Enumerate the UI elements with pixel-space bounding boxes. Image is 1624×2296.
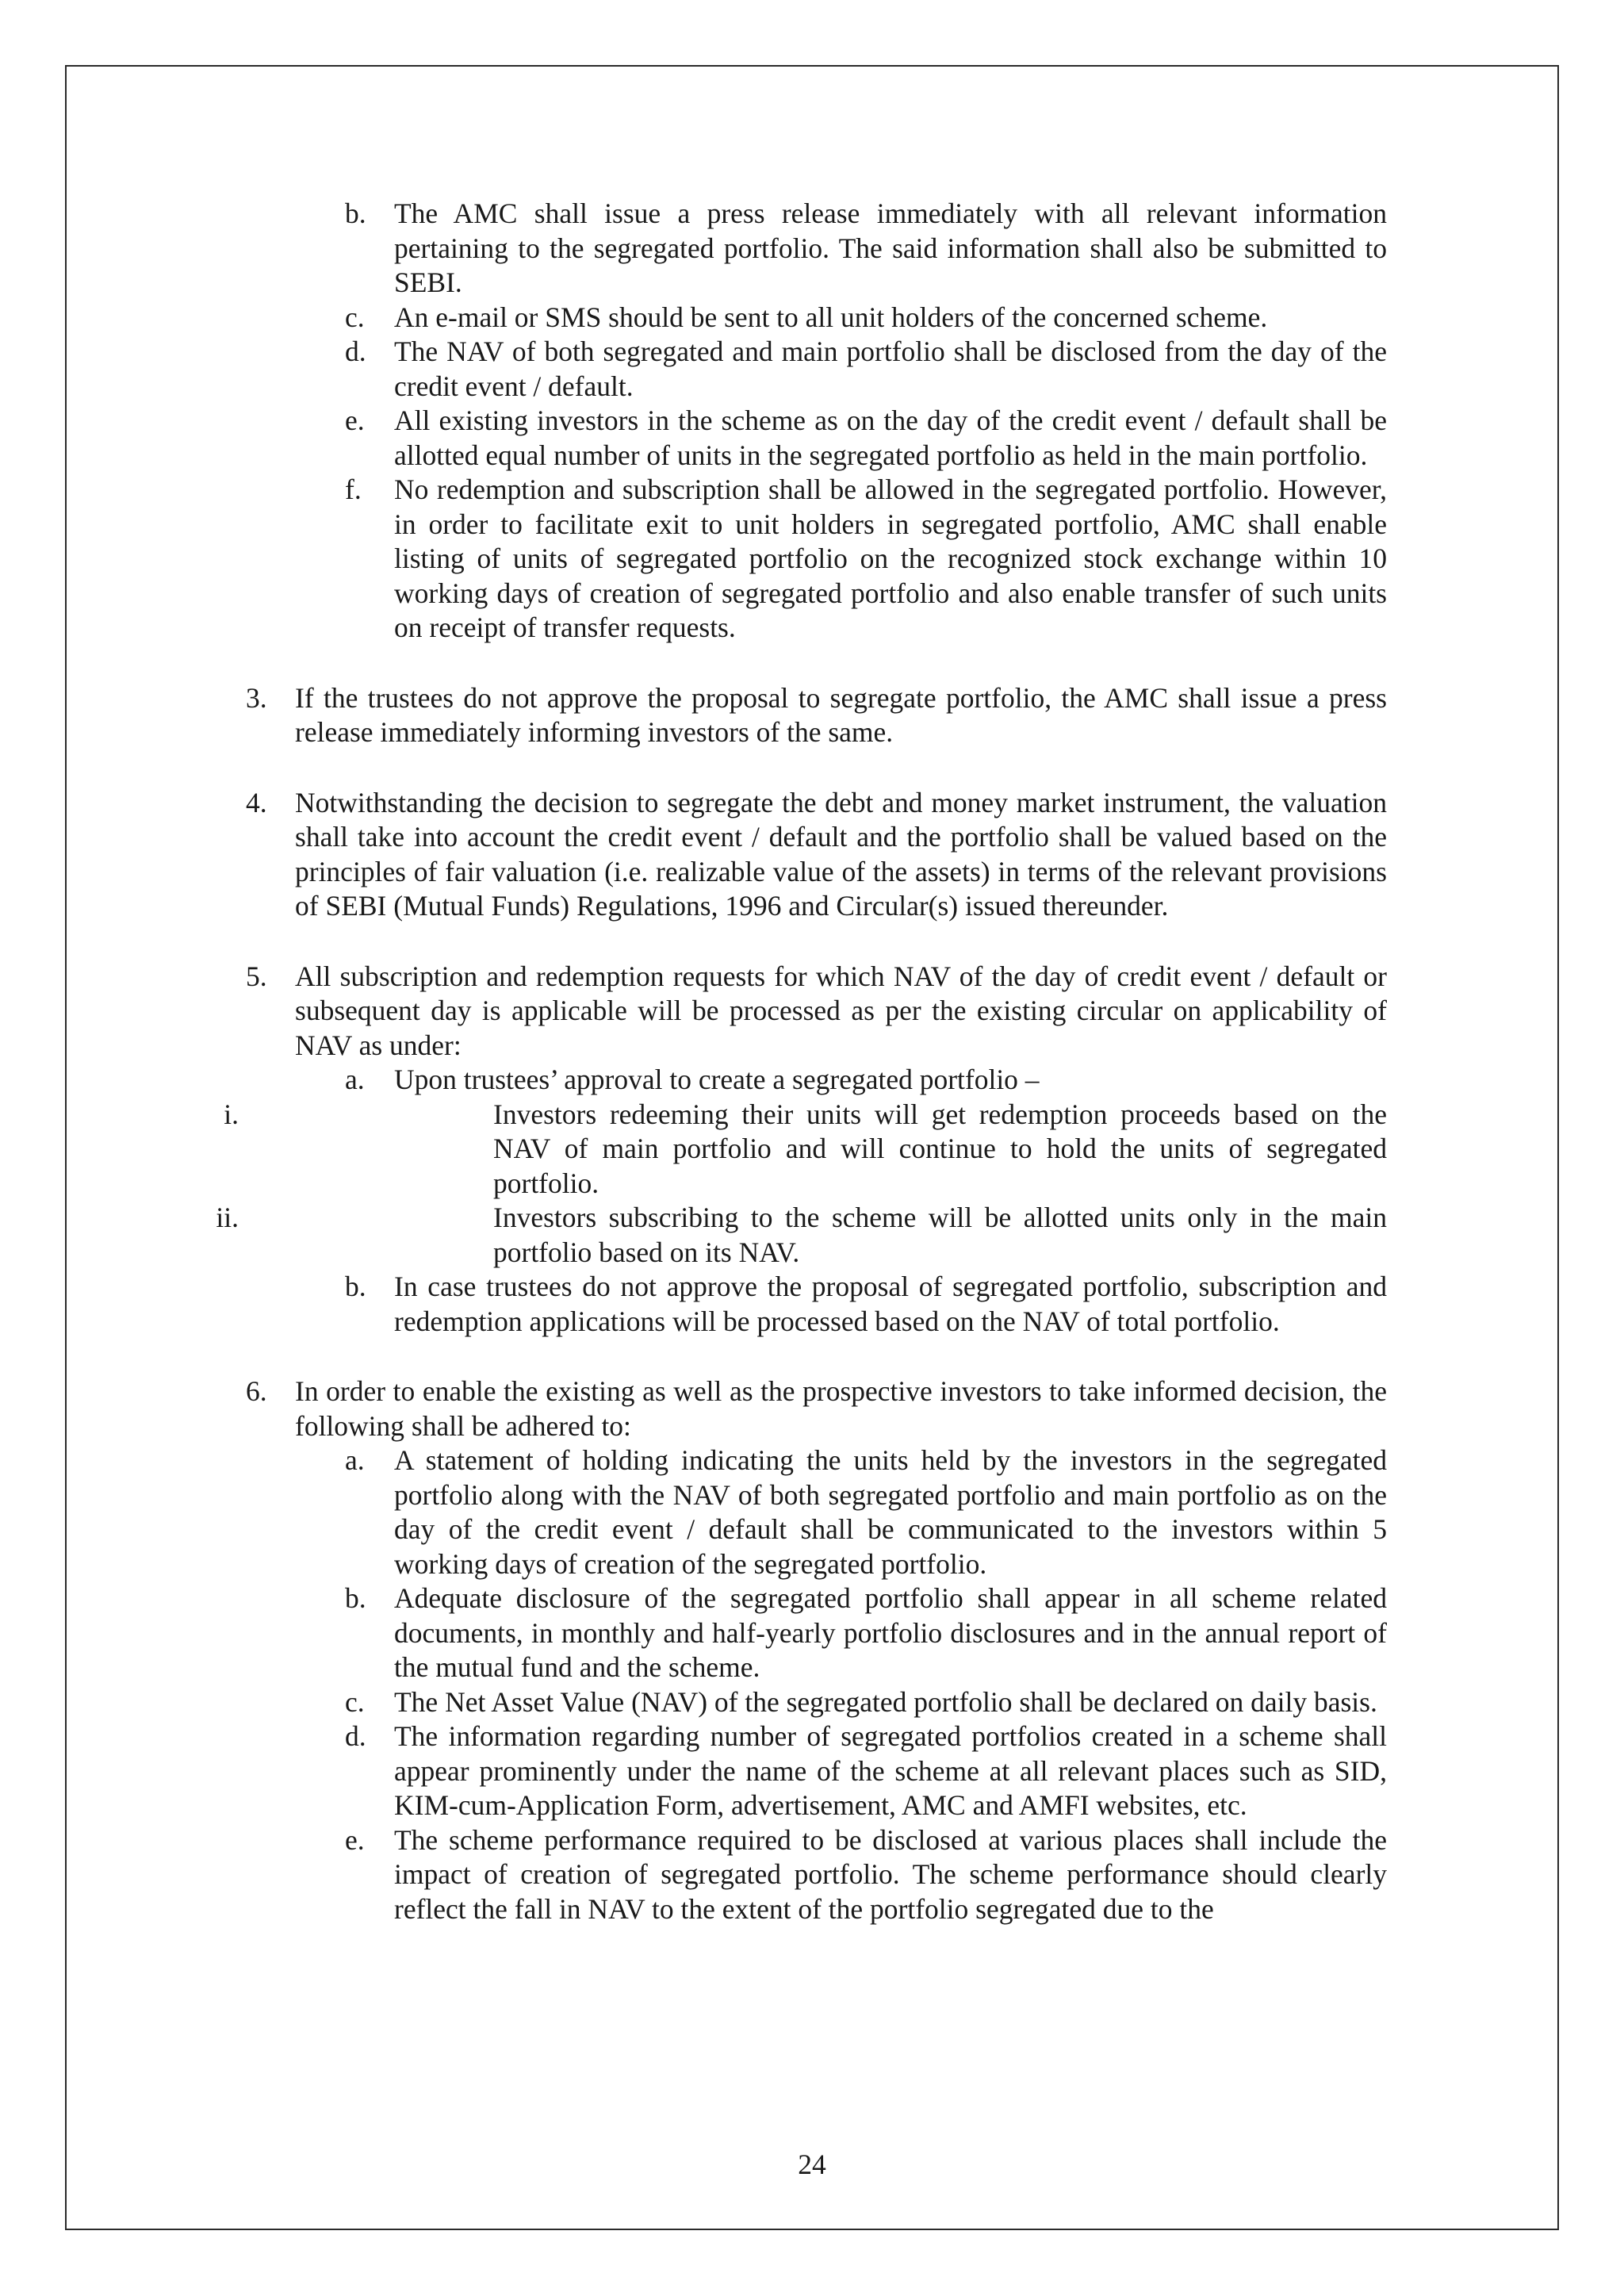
list-item-text: All subscription and redemption requests for which NAV of the day of credit event / default or subsequent day is applicable will be processed as per the existing circular on applicability of NAV as under: <box>295 960 1387 1061</box>
list-marker: b. <box>345 197 366 229</box>
numbered-item-5 <box>0 960 1387 1064</box>
list-item-5a <box>0 1063 1387 1098</box>
list-item-text: All existing investors in the scheme as on the day of the credit event / default shall be allotted equal number of units in the segregated portfolio as held in the main portfolio. <box>394 404 1387 471</box>
list-marker: ii. <box>216 1202 239 1233</box>
list-marker: 4. <box>246 786 267 818</box>
list-item-b <box>0 197 1387 301</box>
list-marker: 5. <box>246 960 267 992</box>
list-item-6e <box>0 1823 1387 1927</box>
numbered-item-3 <box>0 681 1387 750</box>
list-marker: d. <box>345 335 366 367</box>
list-item-text: The information regarding number of segregated portfolios created in a scheme shall appear prominently under the name of the scheme at all relevant places such as SID, KIM-cum-Application Form, advertisement, AMC and AMFI websites, etc. <box>394 1720 1387 1821</box>
numbered-item-4 <box>0 786 1387 924</box>
list-marker: i. <box>224 1098 239 1130</box>
list-item-c <box>0 301 1387 335</box>
list-item-text: Notwithstanding the decision to segregate the debt and money market instrument, the valuation shall take into account the credit event / default and the portfolio shall be valued based on the principles of fair valuation (i.e. realizable value of the assets) in terms of the relevant provisions of SEBI (Mutual Funds) Regulations, 1996 and Circular(s) issued thereunder. <box>295 786 1387 922</box>
list-marker: a. <box>345 1064 365 1095</box>
list-marker: f. <box>345 473 362 505</box>
list-item-text: In case trustees do not approve the proposal of segregated portfolio, subscription and redemption applications will be processed based on the NAV of total portfolio. <box>394 1271 1387 1337</box>
list-item-6a <box>0 1443 1387 1581</box>
list-item-text: The NAV of both segregated and main portfolio shall be disclosed from the day of the credit event / default. <box>394 335 1387 402</box>
list-item-text: In order to enable the existing as well as the prospective investors to take informed decision, the following shall be adhered to: <box>295 1375 1387 1442</box>
list-item-text: The scheme performance required to be disclosed at various places shall include the impact of creation of segregated portfolio. The scheme performance should clearly reflect the fall in NAV to the extent of the portfolio segregated due to the <box>394 1823 1387 1925</box>
list-item-5a-ii <box>0 1201 1387 1270</box>
list-item-6b <box>0 1581 1387 1685</box>
list-marker: 3. <box>246 681 267 714</box>
list-marker: c. <box>345 301 365 333</box>
list-item-text: A statement of holding indicating the units held by the investors in the segregated portfolio along with the NAV of both segregated portfolio and main portfolio as on the day of the credit event / default shall be communicated to the investors within 5 working days of creation of the segregated portfolio. <box>394 1444 1387 1580</box>
list-item-text: Investors subscribing to the scheme will be allotted units only in the main portfolio based on its NAV. <box>493 1202 1387 1268</box>
list-item-d <box>0 335 1387 404</box>
list-marker: d. <box>345 1720 366 1752</box>
page-number: 24 <box>798 2148 826 2180</box>
list-marker: e. <box>345 1823 365 1856</box>
list-item-6c <box>0 1685 1387 1720</box>
numbered-item-6 <box>0 1374 1387 1443</box>
list-marker: b. <box>345 1271 366 1302</box>
list-item-6d <box>0 1719 1387 1823</box>
document-body <box>0 197 1624 1926</box>
list-item-text: Investors redeeming their units will get redemption proceeds based on the NAV of main portfolio and will continue to hold the units of segregated portfolio. <box>493 1098 1387 1199</box>
list-item-5b <box>0 1270 1387 1339</box>
list-item-text: The Net Asset Value (NAV) of the segregated portfolio shall be declared on daily basis. <box>394 1685 1377 1718</box>
list-item-text: No redemption and subscription shall be allowed in the segregated portfolio. However, in order to facilitate exit to unit holders in segregated portfolio, AMC shall enable listing of units of segregated portfolio on the recognized stock exchange within 10 working days of creation of segregated portfolio and also enable transfer of such units on receipt of transfer requests. <box>394 473 1387 643</box>
list-marker: a. <box>345 1444 365 1476</box>
list-item-f <box>0 473 1387 646</box>
list-marker: b. <box>345 1582 366 1614</box>
list-item-5a-i <box>0 1098 1387 1202</box>
list-item-text: If the trustees do not approve the proposal to segregate portfolio, the AMC shall issue a press release immediately informing investors of the same. <box>295 681 1387 748</box>
list-marker: e. <box>345 404 365 436</box>
list-item-text: Upon trustees’ approval to create a segregated portfolio – <box>394 1064 1040 1095</box>
list-item-text: An e-mail or SMS should be sent to all unit holders of the concerned scheme. <box>394 301 1268 333</box>
list-marker: 6. <box>246 1375 267 1407</box>
list-item-text: The AMC shall issue a press release immediately with all relevant information pertaining to the segregated portfolio. The said information shall also be submitted to SEBI. <box>394 197 1387 298</box>
list-item-e <box>0 404 1387 473</box>
list-item-text: Adequate disclosure of the segregated portfolio shall appear in all scheme related documents, in monthly and half-yearly portfolio disclosures and in the annual report of the mutual fund and the scheme. <box>394 1582 1387 1683</box>
list-marker: c. <box>345 1685 365 1718</box>
